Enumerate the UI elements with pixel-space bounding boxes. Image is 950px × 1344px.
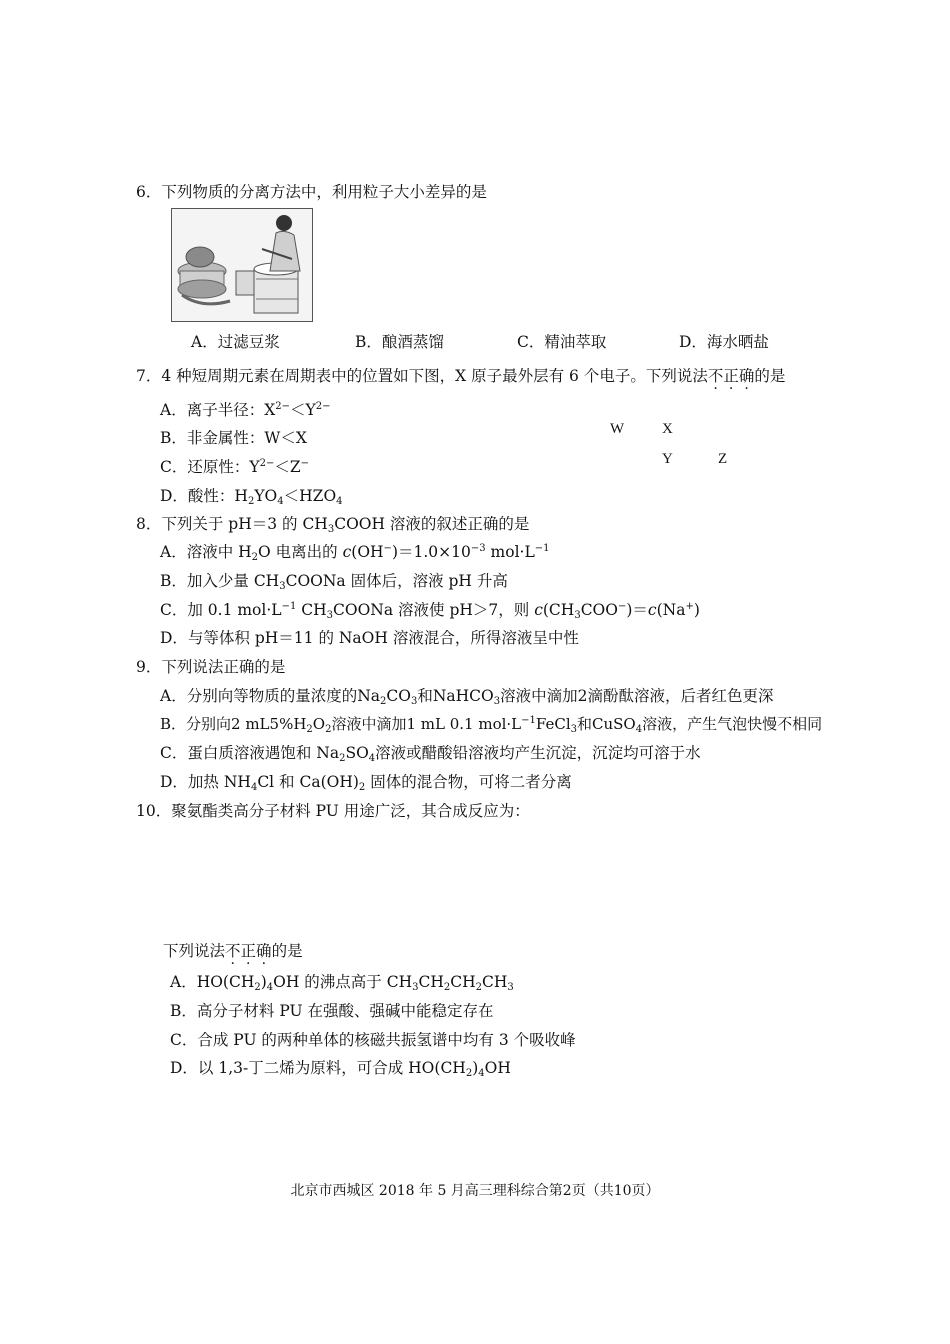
q10-stem: 10．聚氨酯类高分子材料 PU 用途广泛，其合成反应为： <box>136 802 530 820</box>
q7-c-text1: C．还原性：Y <box>160 458 260 476</box>
q8-c-sup1: −1 <box>281 601 297 612</box>
q10-option-a <box>170 972 514 992</box>
q10-a-t2: ) <box>260 973 267 991</box>
q9-c-sub2: 4 <box>368 753 376 764</box>
q8-c-t6: )＝ <box>626 601 648 619</box>
q8-stem-text1: 8．下列关于 pH＝3 的 CH <box>136 515 328 533</box>
q7-stem <box>136 366 785 386</box>
q7-d-sub2: 4 <box>277 496 284 507</box>
q9-b-t3: 溶液中滴加1 mL 0.1 mol·L <box>331 715 522 733</box>
q8-c-c1: c <box>534 601 543 619</box>
q9-option-b <box>160 714 822 734</box>
q10-a-sub5: 2 <box>475 982 483 993</box>
q8-option-c <box>160 600 700 620</box>
q9-a-t3: 和NaHCO <box>417 687 494 705</box>
q8-a-sub: 2 <box>251 552 259 563</box>
q9-b-t6: 溶液，产生气泡快慢不相同 <box>642 715 823 733</box>
q10-d-t2: ) <box>472 1059 479 1077</box>
q9-c-sub1: 2 <box>339 753 346 764</box>
q10-a-t6: CH <box>482 973 508 991</box>
q7-option-c <box>160 457 309 477</box>
periodic-table-z: Z <box>718 451 728 467</box>
q8-a-sup3: −1 <box>534 543 550 554</box>
q8-a-sup2: −3 <box>470 543 486 554</box>
q9-a-t4: 溶液中滴加2滴酚酞溶液，后者红色更深 <box>500 687 774 705</box>
q9-option-a <box>160 686 773 706</box>
q9-a-t1: A．分别向等物质的量浓度的Na <box>160 687 380 705</box>
q10-sub-post: 的是 <box>271 942 303 960</box>
q7-c-sup2: − <box>300 458 310 469</box>
q9-b-t4: FeCl <box>535 715 571 733</box>
q9-stem: 9．下列说法正确的是 <box>136 658 286 676</box>
q8-stem-text2: COOH 溶液的叙述正确的是 <box>334 515 530 533</box>
q6-option-d: D．海水晒盐 <box>679 333 769 351</box>
q8-a-t1: A．溶液中 H <box>160 543 252 561</box>
q8-a-t4: )＝1.0×10 <box>391 543 471 561</box>
q8-a-t2: O 电离出的 <box>258 543 343 561</box>
q8-c-t1: C．加 0.1 mol·L <box>160 601 282 619</box>
q7-c-sup1: 2− <box>259 458 275 469</box>
q9-c-t2: SO <box>345 744 369 762</box>
periodic-table-x: X <box>662 421 673 437</box>
q9-d-t3: 固体的混合物，可将二者分离 <box>365 773 572 791</box>
q10-sub-stem <box>163 941 303 961</box>
q6-stem: 6．下列物质的分离方法中，利用粒子大小差异的是 <box>136 183 487 201</box>
q9-b-sub3: 3 <box>570 724 578 735</box>
periodic-table-y: Y <box>662 451 673 467</box>
q8-b-sub: 3 <box>279 581 286 592</box>
q10-a-t3: OH 的沸点高于 CH <box>273 973 413 991</box>
q9-a-sub2: 3 <box>410 696 418 707</box>
q7-emphasis-2: 正 <box>723 367 739 385</box>
q10-d-sub2: 4 <box>478 1068 485 1079</box>
q7-a-sup2: 2− <box>315 401 331 412</box>
page-footer: 北京市西城区 2018 年 5 月高三理科综合第2页（共10页） <box>290 1183 660 1199</box>
ancient-tofu-making-image <box>172 209 312 321</box>
q10-a-t5: CH <box>450 973 476 991</box>
q10-d-t3: OH <box>484 1059 511 1077</box>
q7-emphasis-1: 不 <box>707 367 724 385</box>
q7-a-text2: ＜Y <box>289 401 316 419</box>
q8-c-c2: c <box>647 601 657 619</box>
q8-stem <box>136 514 529 534</box>
q8-stem-sub: 3 <box>327 524 335 535</box>
q10-d-sub1: 2 <box>465 1068 473 1079</box>
q10-a-sub2: 4 <box>266 982 274 993</box>
q7-d-text1: D．酸性：H <box>160 487 248 505</box>
q8-c-sub2: 3 <box>574 610 581 621</box>
q9-d-sub1: 4 <box>250 782 258 793</box>
q9-a-sub3: 3 <box>493 696 501 707</box>
q7-d-text3: ＜HZO <box>283 487 337 505</box>
q8-a-t3: (OH <box>351 543 384 561</box>
q10-a-sub4: 2 <box>443 982 451 993</box>
q10-emphasis-3: 确 <box>256 942 272 960</box>
q9-d-t2: Cl 和 Ca(OH) <box>257 773 359 791</box>
q10-a-sub1: 2 <box>254 982 261 993</box>
q10-option-c: C．合成 PU 的两种单体的核磁共振氢谱中均有 3 个吸收峰 <box>170 1031 576 1049</box>
q8-a-sup1: − <box>383 543 392 554</box>
q8-c-t2: CH <box>296 601 327 619</box>
q8-c-t8: ) <box>693 601 700 619</box>
q9-a-sub1: 2 <box>380 696 387 707</box>
q8-c-sub1: 3 <box>326 610 334 621</box>
q7-option-a <box>160 400 330 420</box>
q8-option-d: D．与等体积 pH＝11 的 NaOH 溶液混合，所得溶液呈中性 <box>160 629 579 647</box>
q7-option-b: B．非金属性：W＜X <box>160 429 307 447</box>
q9-b-t2: O <box>312 715 326 733</box>
q6-illustration <box>171 208 313 322</box>
q9-b-t5: 和CuSO <box>577 715 636 733</box>
q8-c-t7: (Na <box>656 601 686 619</box>
q8-c-t4: (CH <box>542 601 575 619</box>
q8-option-b <box>160 571 508 591</box>
q6-option-c: C．精油萃取 <box>517 333 607 351</box>
q8-c-t3: COONa 溶液使 pH＞7，则 <box>333 601 535 619</box>
q9-c-t3: 溶液或醋酸铅溶液均产生沉淀，沉淀均可溶于水 <box>375 744 701 762</box>
q10-option-b: B．高分子材料 PU 在强酸、强碱中能稳定存在 <box>170 1002 494 1020</box>
q7-emphasis-3: 确 <box>738 367 755 385</box>
q7-d-sub1: 2 <box>247 496 255 507</box>
q8-c-sup3: + <box>685 601 694 612</box>
q10-a-t1: A．HO(CH <box>170 973 255 991</box>
q9-a-t2: CO <box>386 687 411 705</box>
q7-a-sup1: 2− <box>275 401 290 412</box>
q9-b-sub2: 2 <box>325 724 332 735</box>
q9-b-t1: B．分别向2 mL5%H <box>160 715 307 733</box>
q10-sub-pre: 下列说法 <box>163 942 226 960</box>
q8-a-c: c <box>342 543 352 561</box>
q7-d-text2: YO <box>254 487 278 505</box>
q9-d-t1: D．加热 NH <box>160 773 251 791</box>
q6-option-a: A．过滤豆浆 <box>191 333 280 351</box>
periodic-table-w: W <box>610 421 625 437</box>
q7-option-d <box>160 486 343 506</box>
q7-stem-post: 的是 <box>754 367 786 385</box>
q10-emphasis-2: 正 <box>240 942 257 960</box>
q7-d-sub3: 4 <box>336 496 343 507</box>
q7-a-text1: A．离子半径：X <box>160 401 276 419</box>
q10-option-d <box>170 1058 511 1078</box>
q10-a-sub3: 3 <box>412 982 419 993</box>
q8-c-sup2: − <box>617 601 627 612</box>
q8-b-t2: COONa 固体后，溶液 pH 升高 <box>285 572 508 590</box>
q9-b-sup: −1 <box>521 715 536 726</box>
q10-a-sub6: 3 <box>507 982 514 993</box>
q9-b-sub1: 2 <box>306 724 313 735</box>
q7-c-text2: ＜Z <box>274 458 301 476</box>
q9-b-sub4: 4 <box>635 724 643 735</box>
q10-a-t4: CH <box>418 973 444 991</box>
q10-emphasis-1: 不 <box>225 942 241 960</box>
q8-b-t1: B．加入少量 CH <box>160 572 280 590</box>
q9-option-c <box>160 743 701 763</box>
q8-a-t5: mol·L <box>485 543 535 561</box>
q9-d-sub2: 2 <box>358 782 366 793</box>
q6-option-b: B．酿酒蒸馏 <box>355 333 444 351</box>
q9-c-t1: C．蛋白质溶液遇饱和 Na <box>160 744 340 762</box>
q7-stem-pre: 7．4 种短周期元素在周期表中的位置如下图，X 原子最外层有 6 个电子。下列说法 <box>136 367 708 385</box>
reaction-equation-area <box>160 830 800 930</box>
q8-c-t5: COO <box>580 601 618 619</box>
q9-option-d <box>160 772 572 792</box>
q10-d-t1: D．以 1,3-丁二烯为原料，可合成 HO(CH <box>170 1059 466 1077</box>
q8-option-a <box>160 542 550 562</box>
